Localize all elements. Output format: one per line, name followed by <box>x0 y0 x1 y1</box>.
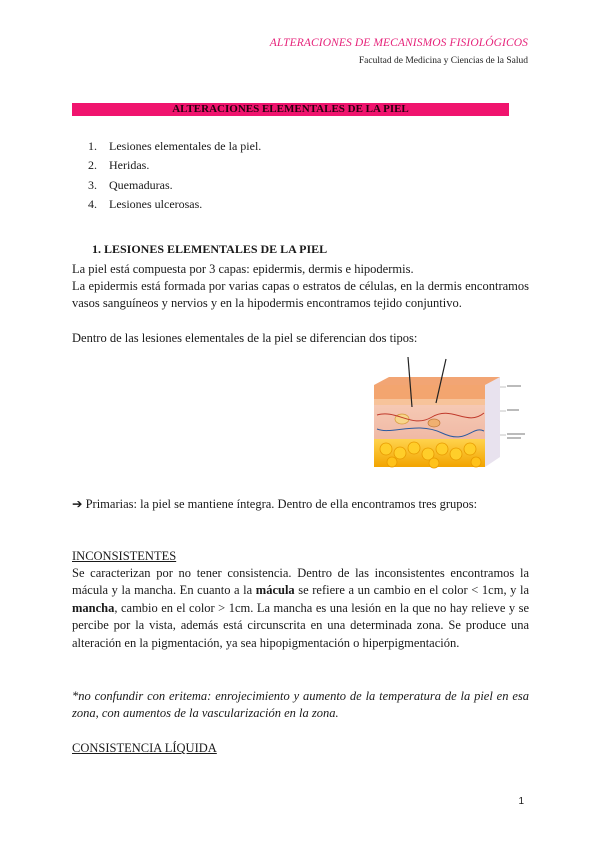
macula-term: mácula <box>255 583 295 598</box>
mancha-term: mancha <box>72 600 115 615</box>
inconsistentes-text-1: Se caracterizan por no tener consistencia. Dentro de las inconsistentes encontramos la mácula y la mancha. En cuanto a la <box>72 566 529 598</box>
toc-number: 2. <box>88 158 97 173</box>
table-of-contents <box>88 137 261 214</box>
faculty-header: Facultad de Medicina y Ciencias de la Salud <box>358 56 528 66</box>
course-header: ALTERACIONES DE MECANISMOS FISIOLÓGICOS <box>269 37 528 49</box>
page-number: 1 <box>518 796 524 807</box>
paragraph-types-intro: Dentro de las lesiones elementales de la piel se diferencian dos tipos: <box>72 331 418 345</box>
document-title: ALTERACIONES ELEMENTALES DE LA PIEL <box>172 103 409 115</box>
paragraph-epidermis: La epidermis está formada por varias capas o estratos de células, en la dermis encontramos vasos sanguíneos y nervios y en la hipodermis encontramos tejido conjuntivo. <box>72 279 529 311</box>
skin-layers-illustration <box>372 357 532 477</box>
inconsistentes-text-2: se refiere a un cambio en el color < 1cm, y la <box>294 583 529 598</box>
toc-number: 1. <box>88 139 97 153</box>
toc-label: Quemaduras. <box>109 177 173 192</box>
title-banner <box>72 103 509 116</box>
toc-label: Heridas. <box>109 158 150 173</box>
consistencia-liquida-title: CONSISTENCIA LÍQUIDA <box>72 741 217 755</box>
toc-number: 3. <box>88 177 97 192</box>
toc-label: Lesiones elementales de la piel. <box>109 139 262 153</box>
eritema-note: *no confundir con eritema: enrojecimiento y aumento de la temperatura de la piel en esa zona, con aumentos de la vascularización en la zona. <box>72 689 529 721</box>
paragraph-skin-layers: La piel está compuesta por 3 capas: epidermis, dermis e hipodermis. <box>72 262 414 276</box>
toc-item <box>88 195 261 214</box>
toc-item <box>88 176 261 195</box>
toc-item <box>88 156 261 175</box>
inconsistentes-title: INCONSISTENTES <box>72 549 177 563</box>
toc-number: 4. <box>88 196 97 211</box>
toc-item <box>88 137 261 156</box>
section-heading: 1. LESIONES ELEMENTALES DE LA PIEL <box>92 242 328 256</box>
inconsistentes-text-3: , cambio en el color > 1cm. La mancha es una lesión en la que no hay relieve y se percibe por la vista, además está circunscrita en una determinada zona. Se produce una alteración en la pigmentación, ya sea hipopigmentación o hiperpigmentación. <box>72 600 529 650</box>
paragraph-primarias: ➔ Primarias: la piel se mantiene íntegra. Dentro de ella encontramos tres grupos: <box>72 497 478 511</box>
toc-label: Lesiones ulcerosas. <box>109 196 203 211</box>
paragraph-inconsistentes <box>72 565 529 652</box>
